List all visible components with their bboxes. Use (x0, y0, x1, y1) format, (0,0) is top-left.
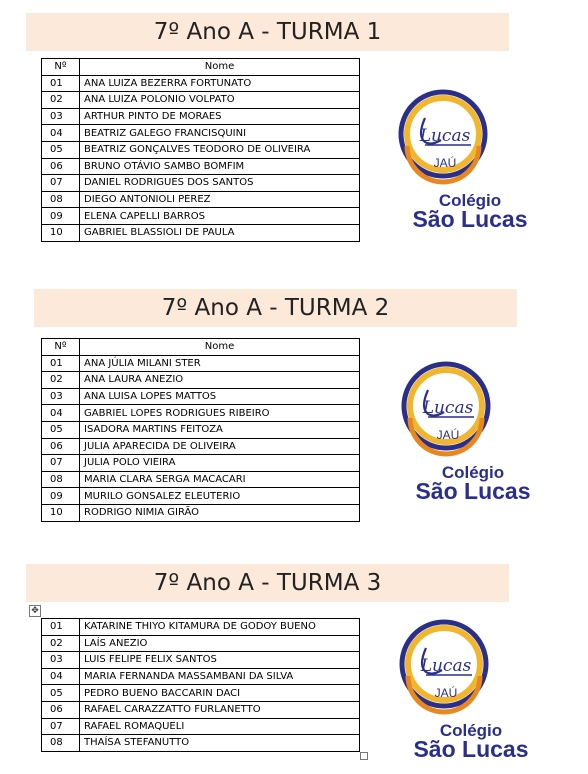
row-number: 08 (42, 191, 80, 208)
logo-city-text: JAÚ (433, 156, 457, 170)
student-name: MARIA CLARA SERGA MACACARI (80, 471, 360, 488)
table-row (42, 619, 360, 636)
student-name: ANA LUIZA BEZERRA FORTUNATO (80, 75, 360, 92)
table-row (42, 668, 360, 685)
table-row (42, 372, 360, 389)
row-number: 07 (42, 718, 80, 735)
student-name: GABRIEL LOPES RODRIGUES RIBEIRO (80, 405, 360, 422)
student-name: GABRIEL BLASSIOLI DE PAULA (80, 224, 360, 241)
row-number: 06 (42, 158, 80, 175)
table-row (42, 488, 360, 505)
table-row (42, 421, 360, 438)
col-header-number: Nº (42, 59, 80, 76)
student-name: RAFAEL ROMAQUELI (80, 718, 360, 735)
table-row (42, 652, 360, 669)
table-row (42, 355, 360, 372)
row-number: 04 (42, 125, 80, 142)
student-name: ANA LUIZA POLONIO VOLPATO (80, 92, 360, 109)
student-name: ARTHUR PINTO DE MORAES (80, 108, 360, 125)
logo-college-text: Colégio (438, 191, 502, 210)
row-number: 10 (42, 504, 80, 521)
logo-city-text: JAÚ (434, 686, 458, 700)
row-number: 05 (42, 141, 80, 158)
row-number: 03 (42, 652, 80, 669)
student-name: JULIA POLO VIEIRA (80, 455, 360, 472)
student-name: LUIS FELIPE FELIX SANTOS (80, 652, 360, 669)
table-row (42, 125, 360, 142)
student-name: THAÍSA STEFANUTTO (80, 735, 360, 752)
section-1-title: 7º Ano A - TURMA 1 (26, 13, 509, 51)
student-name: DIEGO ANTONIOLI PEREZ (80, 191, 360, 208)
roster-table-1 (41, 58, 360, 242)
student-name: MURILO GONSALEZ ELEUTERIO (80, 488, 360, 505)
table-move-handle-icon[interactable]: ✥ (29, 605, 41, 617)
colegio-sao-lucas-logo (398, 360, 548, 510)
table-resize-handle[interactable] (360, 752, 368, 760)
col-header-name: Nome (80, 339, 360, 356)
table-row (42, 141, 360, 158)
student-name: RAFAEL CARAZZATTO FURLANETTO (80, 701, 360, 718)
student-name: ANA LUISA LOPES MATTOS (80, 388, 360, 405)
row-number: 06 (42, 438, 80, 455)
logo-college-text: Colégio (439, 721, 503, 740)
student-name: MARIA FERNANDA MASSAMBANI DA SILVA (80, 668, 360, 685)
logo-college-text: Colégio (441, 463, 505, 482)
table-row (42, 224, 360, 241)
student-name: ISADORA MARTINS FEITOZA (80, 421, 360, 438)
row-number: 04 (42, 668, 80, 685)
logo-school-name-text: São Lucas (412, 206, 528, 232)
section-3-title: 7º Ano A - TURMA 3 (26, 564, 509, 602)
student-name: BRUNO OTÁVIO SAMBO BOMFIM (80, 158, 360, 175)
student-name: ELENA CAPELLI BARROS (80, 208, 360, 225)
table-row (42, 735, 360, 752)
table-row (42, 471, 360, 488)
roster-table-3 (41, 618, 360, 752)
row-number: 01 (42, 619, 80, 636)
student-name: PEDRO BUENO BACCARIN DACI (80, 685, 360, 702)
table-header-row (42, 59, 360, 76)
roster-table-2 (41, 338, 360, 522)
table-row (42, 158, 360, 175)
table-row (42, 191, 360, 208)
student-name: BEATRIZ GALEGO FRANCISQUINI (80, 125, 360, 142)
row-number: 04 (42, 405, 80, 422)
logo-script-text: Lucas (419, 126, 471, 146)
row-number: 06 (42, 701, 80, 718)
colegio-sao-lucas-logo (395, 88, 545, 238)
col-header-name: Nome (80, 59, 360, 76)
table-row (42, 635, 360, 652)
row-number: 05 (42, 421, 80, 438)
table-row (42, 718, 360, 735)
row-number: 08 (42, 471, 80, 488)
table-row (42, 75, 360, 92)
table-row (42, 208, 360, 225)
table-row (42, 92, 360, 109)
student-name: JULIA APARECIDA DE OLIVEIRA (80, 438, 360, 455)
table-row (42, 405, 360, 422)
row-number: 05 (42, 685, 80, 702)
row-number: 03 (42, 108, 80, 125)
student-name: KATARINE THIYO KITAMURA DE GODOY BUENO (80, 619, 360, 636)
table-row (42, 175, 360, 192)
logo-script-text: Lucas (422, 398, 474, 418)
logo-city-text: JAÚ (436, 428, 460, 442)
table-row (42, 455, 360, 472)
student-name: LAÍS ANEZIO (80, 635, 360, 652)
table-row (42, 388, 360, 405)
table-header-row (42, 339, 360, 356)
row-number: 09 (42, 208, 80, 225)
student-name: DANIEL RODRIGUES DOS SANTOS (80, 175, 360, 192)
student-name: BEATRIZ GONÇALVES TEODORO DE OLIVEIRA (80, 141, 360, 158)
table-row (42, 438, 360, 455)
row-number: 09 (42, 488, 80, 505)
logo-school-name-text: São Lucas (413, 736, 529, 762)
row-number: 01 (42, 75, 80, 92)
student-name: ANA JÚLIA MILANI STER (80, 355, 360, 372)
table-row (42, 685, 360, 702)
row-number: 02 (42, 372, 80, 389)
row-number: 03 (42, 388, 80, 405)
row-number: 08 (42, 735, 80, 752)
logo-school-name-text: São Lucas (415, 478, 531, 504)
row-number: 10 (42, 224, 80, 241)
table-row (42, 701, 360, 718)
table-row (42, 504, 360, 521)
row-number: 02 (42, 635, 80, 652)
student-name: ANA LAURA ANEZIO (80, 372, 360, 389)
colegio-sao-lucas-logo (396, 618, 546, 768)
row-number: 07 (42, 455, 80, 472)
section-2-title: 7º Ano A - TURMA 2 (34, 289, 517, 327)
table-row (42, 108, 360, 125)
student-name: RODRIGO NIMIA GIRÃO (80, 504, 360, 521)
row-number: 02 (42, 92, 80, 109)
row-number: 07 (42, 175, 80, 192)
row-number: 01 (42, 355, 80, 372)
col-header-number: Nº (42, 339, 80, 356)
logo-script-text: Lucas (420, 656, 472, 676)
